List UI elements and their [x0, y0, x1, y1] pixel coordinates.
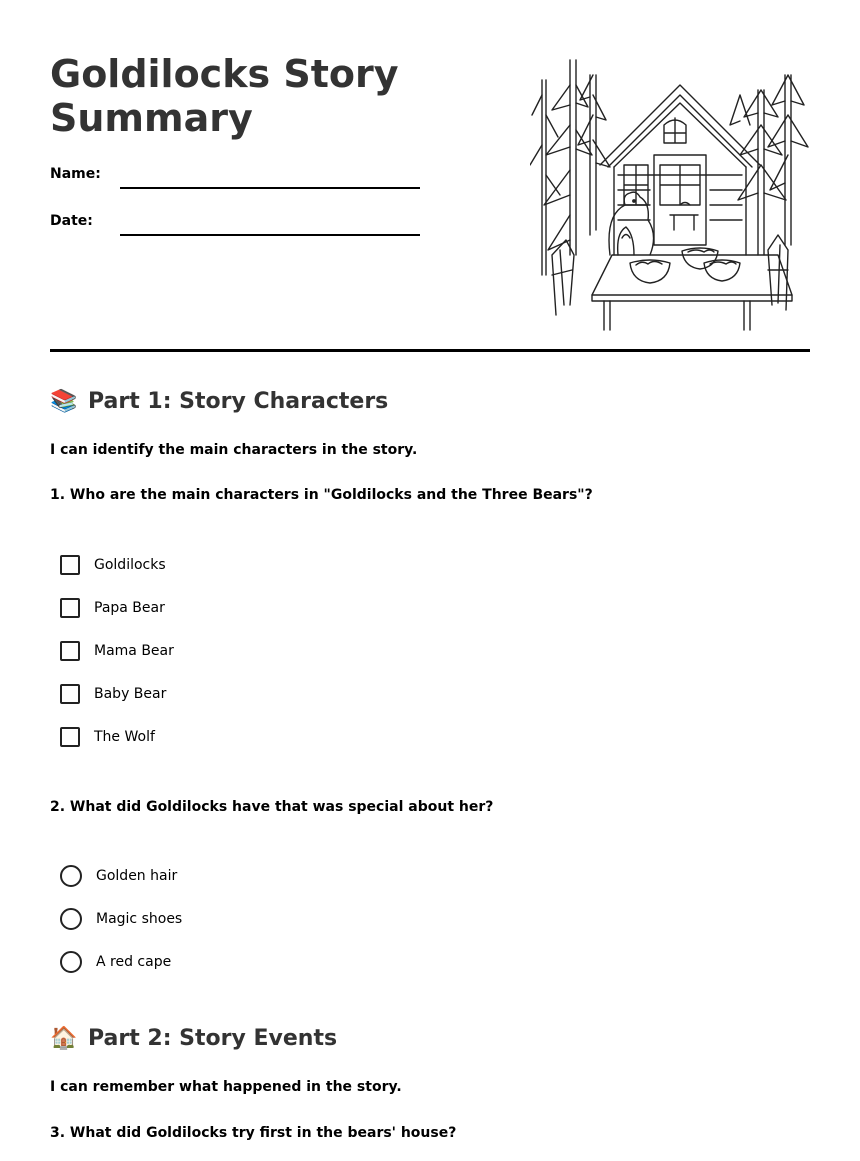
header-divider: [50, 349, 810, 352]
question-3: 3. What did Goldilocks try first in the bears' house?: [50, 1125, 457, 1141]
q1-option-papa-bear[interactable]: [60, 595, 165, 621]
question-2: 2. What did Goldilocks have that was special about her?: [50, 799, 494, 815]
q2-option-red-cape[interactable]: [60, 949, 171, 975]
q1-option-goldilocks[interactable]: [60, 552, 166, 578]
worksheet-title: [50, 52, 470, 140]
title-line-2: Summary: [50, 96, 253, 140]
option-label: Mama Bear: [94, 643, 174, 659]
checkbox-icon[interactable]: [60, 684, 80, 704]
part1-heading-text: Part 1: Story Characters: [88, 389, 389, 414]
q1-option-the-wolf[interactable]: [60, 724, 155, 750]
option-label: Papa Bear: [94, 600, 165, 616]
date-label: Date:: [50, 213, 93, 229]
part2-heading: [50, 1026, 337, 1051]
question-1: 1. Who are the main characters in "Goldilocks and the Three Bears"?: [50, 487, 593, 503]
q2-option-golden-hair[interactable]: [60, 863, 177, 889]
part1-objective: I can identify the main characters in the story.: [50, 442, 418, 458]
q2-option-magic-shoes[interactable]: [60, 906, 182, 932]
name-field[interactable]: [120, 187, 420, 189]
checkbox-icon[interactable]: [60, 555, 80, 575]
title-line-1: Goldilocks Story: [50, 52, 399, 96]
part2-objective: I can remember what happened in the story.: [50, 1079, 402, 1095]
checkbox-icon[interactable]: [60, 727, 80, 747]
option-label: Golden hair: [96, 868, 178, 884]
part2-heading-text: Part 2: Story Events: [88, 1026, 338, 1051]
option-label: Baby Bear: [94, 686, 167, 702]
bear-cabin-illustration: [530, 55, 810, 335]
radio-icon[interactable]: [60, 908, 82, 930]
name-label: Name:: [50, 166, 101, 182]
radio-icon[interactable]: [60, 951, 82, 973]
option-label: Magic shoes: [96, 911, 183, 927]
radio-icon[interactable]: [60, 865, 82, 887]
date-field[interactable]: [120, 234, 420, 236]
option-label: The Wolf: [94, 729, 155, 745]
house-icon: 🏠: [50, 1026, 78, 1051]
option-label: A red cape: [96, 954, 172, 970]
q1-option-mama-bear[interactable]: [60, 638, 174, 664]
q1-option-baby-bear[interactable]: [60, 681, 166, 707]
part1-heading: [50, 389, 388, 414]
books-icon: 📚: [50, 389, 78, 414]
option-label: Goldilocks: [94, 557, 166, 573]
checkbox-icon[interactable]: [60, 598, 80, 618]
checkbox-icon[interactable]: [60, 641, 80, 661]
